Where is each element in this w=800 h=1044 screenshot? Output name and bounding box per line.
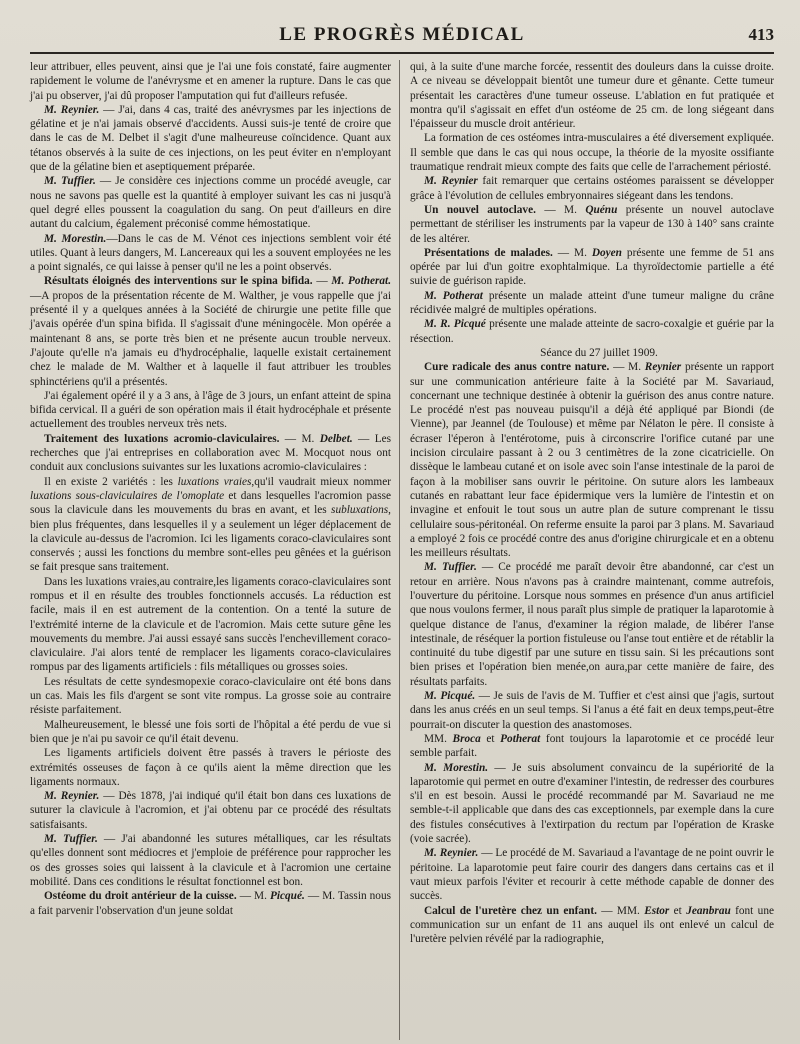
section-title: Traitement des luxations acromio-claviculaires. bbox=[44, 432, 280, 445]
speaker-name: M. R. Picqué bbox=[424, 318, 486, 331]
paragraph-text: —A propos de la présentation récente de M. Walther, je vous rappelle que j'ai présenté il y a quelques années à la Société de chirurgie une petite fille que j'avais opérée d'un spina bifida. Il s'agissait d'une méningocèle. Mon opérée a maintenant 8 ans, se porte très bien et ne présente aucun trouble nerveux. J'ajoute qu'elle n'a jamais eu d'hydrocéphalie, laquelle existait certainement chez le malade de M. Walther et à laquelle il faut attribuer les troubles sphinctériens qu'il a présentés. bbox=[30, 289, 391, 388]
paragraph bbox=[410, 761, 774, 847]
separator: — M. bbox=[609, 361, 645, 374]
section-title: Calcul de l'uretère chez un enfant. bbox=[424, 904, 597, 917]
paragraph-text: — Je considère ces injections comme un procédé aveugle, car nous ne savons pas quelle est la quantité à employer suivant les cas ni jusqu'à quel degré elles poussent la coagulation du sang. On peut d'ailleurs en dire autant du calcium, également préconisé comme hémostatique. bbox=[30, 175, 392, 231]
paragraph-text: fait remarquer que certains ostéomes paraissent se développer grâce à l'évolution de cellules embryonnaires siégeant dans les tendons. bbox=[410, 175, 774, 202]
running-header bbox=[30, 22, 774, 54]
section-title: Cure radicale des anus contre nature. bbox=[424, 361, 610, 374]
emphasis: luxations vraies bbox=[177, 475, 252, 488]
separator: — MM. bbox=[596, 904, 645, 917]
paragraph-text: — J'ai abandonné les sutures métalliques, car les résultats qu'elles donnent sont médiocres et j'emploie de préférence pour rapprocher les os des grosses soies qui laissent à la clavicule et à l'acromion une certaine mobilité. Dans ces conditions le résultat fonctionnel est bon. bbox=[30, 833, 391, 888]
paragraph bbox=[410, 289, 774, 318]
separator: — M. bbox=[552, 246, 592, 259]
paragraph: Les résultats de cette syndesmopexie coraco-claviculaire ont été bons dans un cas. Mais les fils d'argent se sont vite rompus. La grosse soie au contraire résiste parfaitement. bbox=[30, 675, 391, 717]
paragraph-text: Il en existe 2 variétés : les bbox=[44, 475, 178, 488]
speaker-name: M. Tuffier. bbox=[44, 175, 96, 188]
section bbox=[410, 360, 774, 560]
speaker-name: Reynier bbox=[644, 361, 682, 374]
paragraph-text: et dans lesquelles l'acromion passe sous la clavicule dans les mouvements du bras en avant, et les bbox=[30, 489, 392, 517]
separator: — M. bbox=[279, 432, 320, 445]
paragraph-text: — Je suis de l'avis de M. Tuffier et c'est ainsi que j'agis, surtout dans les anus créés en un seul temps. Si l'anus a été fait en deux temps,peut-être pourrait-on discuter la question des anastomoses. bbox=[410, 690, 774, 731]
speaker-name: Jeanbrau bbox=[686, 904, 731, 917]
speaker-name: M. Reynier. bbox=[44, 790, 100, 803]
session-date: Séance du 27 juillet 1909. bbox=[540, 346, 658, 359]
paragraph-text: présente une femme de 51 ans opérée par lui d'un goitre exophtalmique. La thyroïdectomie partielle a été suivie de guérison rapide. bbox=[410, 246, 774, 288]
section-title: Un nouvel autoclave. bbox=[424, 203, 536, 216]
paragraph-text: — Le procédé de M. Savariaud a l'avantage de ne point ouvrir le péritoine. La laparotomie peut faire courir des dangers dans certains cas et il vaut mieux parfois l'éviter et recourir à cette méthode capable de donner des succès. bbox=[410, 847, 774, 903]
speaker-name: M. Tuffier. bbox=[44, 833, 98, 846]
paragraph: Malheureusement, le blessé une fois sorti de l'hôpital a été perdu de vue si bien que je n'ai pu savoir ce qu'il était devenu. bbox=[30, 718, 391, 745]
speaker-name: Potherat bbox=[500, 732, 541, 745]
speaker-name: Broca bbox=[452, 732, 481, 745]
section bbox=[30, 889, 391, 918]
paragraph-text: MM. bbox=[424, 732, 453, 745]
paragraph-text: ,qu'il vaudrait mieux nommer bbox=[251, 475, 391, 488]
separator: — M. bbox=[236, 890, 270, 903]
paragraph: Les ligaments artificiels doivent être passés à travers le périoste des extrémités osseuses de façon à ce qu'ils aient la même direction que les ligaments normaux. bbox=[30, 747, 391, 788]
paragraph bbox=[30, 174, 391, 231]
paragraph bbox=[410, 560, 774, 689]
paragraph-text: présente un malade atteint d'une tumeur maligne du crâne récidivée malgré de multiples opérations. bbox=[410, 289, 774, 317]
paragraph bbox=[30, 103, 391, 174]
speaker-name: Delbet. bbox=[319, 432, 353, 445]
speaker-name: M. Potherat bbox=[424, 289, 483, 302]
section bbox=[30, 432, 391, 475]
section-title: Résultats éloignés des interventions sur le spina bifida. bbox=[44, 275, 313, 288]
page-number: 413 bbox=[748, 25, 774, 44]
speaker-name: M. Potherat. bbox=[331, 275, 392, 288]
paragraph: qui, à la suite d'une marche forcée, ressentit des douleurs dans la cuisse droite. A ce niveau se développait bientôt une tumeur dure et gênante. Cette tumeur présentait les caractères d'une tumeur osseuse. L'ablation en fut pratiquée et montra qu'il s'agissait en effet d'un ostéome de 25 cm. de long siégeant dans l'épaisseur du muscle droit antérieur. bbox=[410, 61, 774, 131]
paragraph-text: , bien plus fréquentes, dans lesquelles il y a seulement un léger déplacement de la clavicule au-dessus de l'acromion. Ici les ligaments coraco-claviculaires sont conservés ; aussi les fonctions du membre sont-elles peu gênées et la guérison se fait presque sans traitement. bbox=[30, 504, 391, 574]
paragraph bbox=[410, 732, 774, 761]
section-title: Présentations de malades. bbox=[424, 246, 553, 259]
section bbox=[410, 203, 774, 246]
paragraph-text: — Dès 1878, j'ai indiqué qu'il était bon dans ces luxations de suturer la clavicule à l'acromion, et j'ai obtenu par ce procédé des résultats satisfaisants. bbox=[30, 790, 391, 831]
right-column bbox=[400, 60, 778, 1040]
speaker-name: M. Reynier. bbox=[424, 847, 479, 860]
section bbox=[30, 274, 391, 388]
paragraph-text: — J'ai, dans 4 cas, traité des anévrysmes par les injections de gélatine et je n'ai jamais observé d'accidents. Aussi suis-je tenté de croire que dans le cas de M. Delbet il s'agit d'une malheureuse coïncidence. Quant aux tétanos observés à la suite de ces injections, on les peut éviter en n'employant que de la gélatine bien et aseptiquement préparée. bbox=[30, 103, 392, 174]
speaker-name: M. Picqué. bbox=[424, 690, 476, 703]
paragraph bbox=[410, 689, 774, 732]
speaker-name: M. Morestin. bbox=[44, 232, 107, 245]
journal-title: LE PROGRÈS MÉDICAL bbox=[279, 24, 525, 45]
paragraph bbox=[410, 317, 774, 346]
paragraph bbox=[30, 232, 391, 275]
separator: — bbox=[312, 275, 332, 288]
paragraph-text: présente une malade atteinte de sacro-coxalgie et guérie par la résection. bbox=[410, 318, 774, 345]
speaker-name: Picqué. bbox=[269, 890, 305, 903]
paragraph: La formation de ces ostéomes intra-musculaires a été diversement expliquée. Il semble que dans le cas qui nous occupe, la théorie de la myosite ossifiante traumatique rendrait mieux compte des faits que celle de l'arrachement périosté. bbox=[410, 132, 774, 174]
speaker-name: M. Reynier. bbox=[44, 103, 100, 116]
paragraph-text: et bbox=[480, 732, 501, 745]
paragraph-text: — Les recherches que j'ai entreprises en collaboration avec M. Mocquot nous ont conduit aux conclusions suivantes sur les luxations acromio-claviculaires : bbox=[30, 432, 392, 474]
paragraph-text: présente un rapport sur une communication antérieure faite à la Société par M. Savariaud, concernant une technique destinée à obtenir la guérison des anus contre nature. Le procédé n'est pas nouveau puisqu'il a déjà été appliqué par Biondi (de Vienne), par Jeannel (de Toulouse) et même par Nélaton le père. Il consiste à écraser l'éperon à l'entérotome, puis à circonscrire l'orifice cutané par une incision circulaire passant à 2 ou 3 centimètres de la zone cicatricielle. On dissèque le lambeau cutané et on isole avec soin l'anse intestinale de la paroi de façon à la mobiliser sans ouvrir le péritoine. On suture alors les lambeaux cutanés en rabattant leur face épidermique vers la lumière de l'intestin et on invagine et enfouit le tout sous un autre plan de suture comprenant le tissu cellulaire sous-péritonéal. On referme ensuite la paroi par 3 plans. M. Savariaud a employé 2 fois ce procédé contre des anus d'origine chirurgicale et en a obtenu les meilleurs résultats. bbox=[410, 361, 775, 560]
section-title: Ostéome du droit antérieur de la cuisse. bbox=[44, 890, 237, 903]
paragraph bbox=[410, 846, 774, 903]
paragraph-text: font une communication sur un enfant de 11 ans auquel ils ont enlevé un calcul de l'uretère pelvien révélé par la radiographie, bbox=[410, 904, 774, 946]
left-column bbox=[22, 60, 400, 1040]
emphasis: luxations sous-claviculaires de l'omoplate bbox=[30, 489, 225, 502]
paragraph-text: — Je suis absolument convaincu de la supériorité de la laparotomie qui permet en outre d'examiner l'intestin, de redresser des courbures s'il en est besoin. Aussi le procédé recommandé par M. Savariaud ne me semble-t-il applicable que dans des cas exceptionnels, par exemple dans la cure des fistules consécutives à l'extirpation du rectum par l'opération de Kraske (voie sacrée). bbox=[410, 761, 774, 846]
emphasis: subluxations bbox=[331, 504, 389, 517]
section bbox=[410, 246, 774, 289]
separator: — M. bbox=[535, 203, 586, 216]
speaker-name: Quénu bbox=[585, 203, 618, 216]
paragraph: J'ai également opéré il y a 3 ans, à l'âge de 3 jours, un enfant atteint de spina bifida cervical. Il a guéri de son opération mais il était hydrocéphale et présente actuellement des troubles nerveux très nets. bbox=[30, 389, 391, 431]
paragraph: leur attribuer, elles peuvent, ainsi que je l'ai une fois constaté, faire augmenter rapidement le volume de l'anévrysme et en amener la rupture. Dans le cas que j'ai pu observer, j'ai dû proposer l'amputation qui fut d'ailleurs refusée. bbox=[30, 61, 391, 102]
section bbox=[410, 904, 774, 947]
paragraph-text: —Dans le cas de M. Vénot ces injections semblent voir été utiles. Quant à leurs dangers, M. Lancereaux qui les a souvent employées ne les a point signalés, ce qui laisse à penser qu'il ne les a point observés. bbox=[30, 232, 391, 274]
paragraph-text: — M. Tassin nous a fait parvenir l'observation d'un jeune soldat bbox=[30, 890, 391, 917]
paragraph bbox=[30, 832, 391, 889]
paragraph-text: et bbox=[669, 904, 687, 917]
speaker-name: Estor bbox=[644, 904, 670, 917]
text-columns bbox=[22, 60, 778, 1040]
speaker-name: M. Morestin. bbox=[424, 761, 489, 774]
speaker-name: Doyen bbox=[591, 246, 622, 259]
speaker-name: M. Tuffier. bbox=[424, 561, 477, 574]
paragraph-text: présente un nouvel autoclave permettant de stériliser les instruments par la vapeur de 130 à 140° sans crainte de les altérer. bbox=[410, 203, 774, 245]
paragraph-text: font toujours la laparotomie et ce procédé leur semble parfait. bbox=[410, 732, 774, 760]
paragraph bbox=[410, 174, 774, 203]
paragraph: Dans les luxations vraies,au contraire,les ligaments coraco-claviculaires sont rompus et il en résulte des troubles fonctionnels accusés. La réduction est facile, mais il en est autrement de la contention. On a tenté la suture de l'extrémité interne de la clavicule et de l'acromion. Mais cette suture gêne les mouvements du membre. J'ai aussi essayé sans succès l'enchevillement coraco-claviculaire. J'ai alors tenté de remplacer les ligaments coraco-claviculaires rompus par des ligaments artificiels : fils métalliques ou grosses soies. bbox=[30, 575, 391, 674]
paragraph bbox=[30, 475, 391, 575]
speaker-name: M. Reynier bbox=[424, 175, 478, 188]
paragraph bbox=[30, 789, 391, 832]
paragraph-text: — Ce procédé me paraît devoir être abandonné, car c'est un retour en arrière. Nous n'avons pas à craindre maintenant, comme autrefois, l'ouverture du péritoine. Lorsque nous sommes en présence d'un anus artificiel que nous voulons fermer, il nous paraît plus simple de pratiquer la laparotomie à quelque distance de l'anus, d'examiner la région malade, de libérer l'anse intestinale, de réséquer la portion fistuleuse ou l'anse tout entière et de rétablir la continuité du tube digestif par une suture en tissu sain. Si les précautions sont bien prises et l'opération bien menée,on aura,par cette manière de faire, des résultats parfaits. bbox=[410, 561, 774, 688]
